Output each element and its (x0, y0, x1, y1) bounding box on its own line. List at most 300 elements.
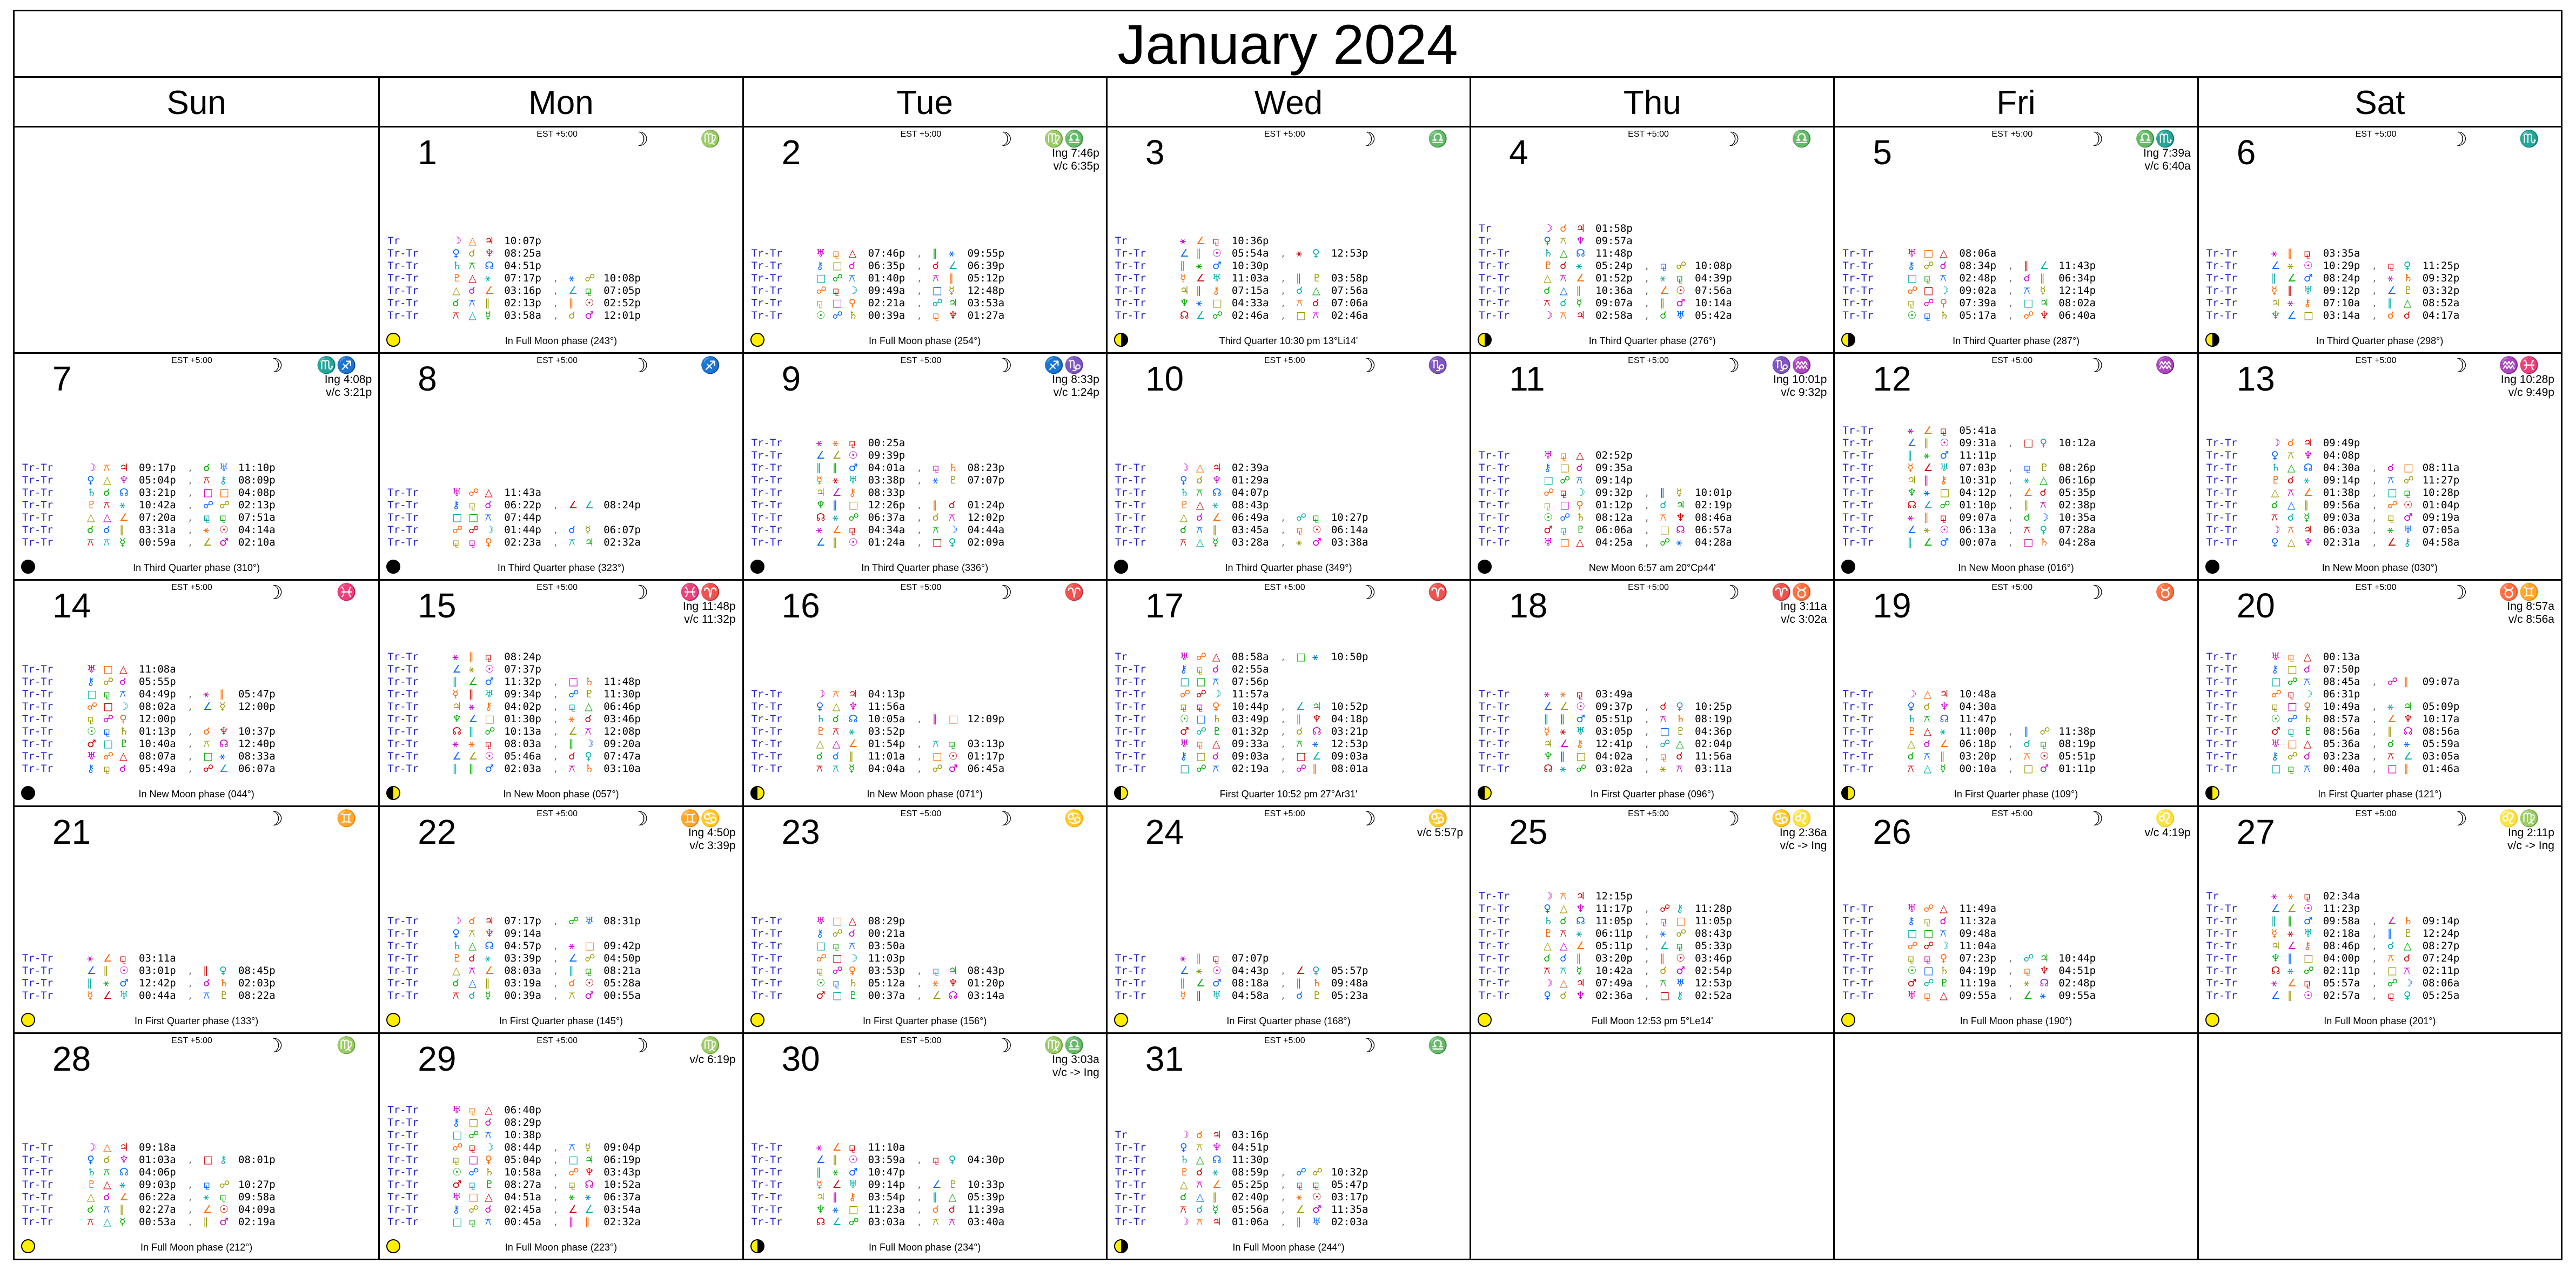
planet-glyph-icon: ⚹ (1312, 651, 1319, 663)
day-cell-21[interactable] (15, 805, 378, 1032)
planet-glyph-icon: □ (1544, 474, 1554, 486)
aspect-label: Tr-Tr (2206, 663, 2237, 676)
zodiac-sign-icon: ♋♌ (1771, 810, 1812, 828)
aspect-row (22, 977, 375, 990)
aspect-time: 05:55p (139, 676, 176, 688)
aspect-time: 03:59a (868, 1153, 905, 1166)
aspect-glyph-icon: ∥ (568, 964, 574, 977)
day-cell-27[interactable] (2197, 805, 2561, 1032)
aspect-glyph-icon: ⚹ (832, 436, 838, 449)
aspect-time: 11:23p (2323, 902, 2360, 915)
aspect-row (1115, 952, 1466, 965)
aspect-time: 03:52p (868, 725, 905, 738)
aspect-time: 07:15a (1231, 285, 1269, 297)
aspect-time: 11:04a (1959, 939, 1997, 952)
aspect-time: 07:47a (603, 750, 641, 763)
planet-glyph-icon: ∠ (585, 499, 594, 511)
aspect-glyph-icon: ∥ (2287, 952, 2293, 964)
aspect-glyph-icon: ∠ (2287, 272, 2297, 285)
planet-glyph-icon: ⚹ (2303, 474, 2310, 486)
planet-glyph-icon: ☿ (2040, 285, 2047, 297)
planet-glyph-icon: ☉ (2040, 750, 2049, 763)
aspect-time: 02:55a (1231, 663, 1269, 676)
aspect-time: 05:57p (1331, 964, 1369, 977)
aspect-label: Tr (1479, 235, 1492, 247)
aspect-row (1115, 297, 1466, 310)
aspect-time: 03:54a (603, 1203, 641, 1215)
planet-glyph-icon: ⚷ (1544, 461, 1552, 474)
planet-glyph-icon: ♂ (1312, 536, 1321, 548)
aspect-row (1479, 915, 1830, 928)
moon-icon: ☽ (2450, 808, 2467, 830)
day-cell-8[interactable] (378, 352, 742, 579)
moon-icon: ☽ (2086, 808, 2104, 830)
aspect-glyph-icon: ☌ (832, 750, 840, 763)
day-cell-7[interactable] (15, 352, 378, 579)
planet-glyph-icon: ∠ (1212, 511, 1222, 523)
planet-glyph-icon: ♅ (1212, 989, 1222, 1002)
moon-phase-text: In Full Moon phase (254°) (869, 335, 981, 347)
planet-glyph-icon: ☉ (1312, 1191, 1321, 1203)
aspect-time: 03:53p (868, 964, 905, 977)
planet-glyph-icon: ☿ (848, 763, 855, 775)
planet-glyph-icon: △ (119, 750, 128, 763)
separator: , (1645, 977, 1649, 989)
aspect-label: Tr-Tr (387, 297, 419, 310)
planet-glyph-icon: △ (2403, 297, 2412, 310)
aspect-time: 03:23a (2323, 750, 2360, 763)
aspect-glyph-icon: ⚹ (203, 688, 210, 701)
day-cell-16[interactable] (742, 579, 1106, 805)
moon-phase-text: In New Moon phase (044°) (138, 789, 254, 800)
planet-glyph-icon: ♆ (219, 725, 229, 738)
aspect-time: 01:32p (1231, 725, 1269, 738)
aspect-time: 08:19p (1695, 713, 1732, 725)
day-cell-9[interactable] (742, 352, 1106, 579)
planet-glyph-icon: ☿ (1676, 486, 1682, 499)
timezone-label: EST +5:00 (1264, 356, 1305, 366)
day-cell-28[interactable] (15, 1032, 378, 1259)
separator: , (917, 536, 921, 548)
aspect-time: 04:58a (1231, 989, 1269, 1002)
aspect-time: 09:03a (1231, 750, 1269, 763)
timezone-label: EST +5:00 (1991, 582, 2033, 592)
separator: , (2372, 725, 2376, 738)
aspect-glyph-icon: ☍ (2387, 977, 2398, 989)
aspect-glyph-icon: ⚻ (1196, 1178, 1203, 1191)
aspect-row (387, 235, 739, 247)
aspect-row (1479, 462, 1830, 474)
aspect-glyph-icon: ☍ (468, 1203, 479, 1215)
planet-glyph-icon: ♀ (585, 750, 593, 763)
aspect-glyph-icon: ☍ (103, 750, 114, 763)
day-cell-22[interactable] (378, 805, 742, 1032)
aspect-time: 10:12a (2058, 436, 2096, 449)
aspect-glyph-icon: ⚹ (932, 474, 938, 486)
day-cell-14[interactable] (15, 579, 378, 805)
planet-glyph-icon: ⚷ (219, 474, 227, 486)
aspect-glyph-icon: ∠ (568, 725, 578, 738)
aspect-time: 12:53p (1331, 247, 1369, 260)
planet-glyph-icon: ☉ (2303, 260, 2313, 272)
planet-glyph-icon: ☽ (119, 701, 129, 713)
aspect-time: 05:04p (504, 1153, 541, 1166)
planet-glyph-icon: ⚼ (219, 511, 227, 523)
planet-glyph-icon: ⚹ (119, 1178, 126, 1191)
planet-glyph-icon: ♆ (119, 1153, 129, 1166)
aspect-time: 07:24p (2422, 952, 2460, 964)
separator: , (189, 511, 192, 523)
aspect-row (1842, 903, 2193, 915)
aspect-row (387, 272, 739, 285)
aspect-glyph-icon: ∠ (1196, 235, 1205, 247)
aspect-glyph-icon: ⚻ (1560, 964, 1567, 977)
moon-icon: ☽ (2450, 354, 2467, 377)
planet-glyph-icon: ⚻ (2271, 511, 2278, 523)
day-cell-3[interactable] (1106, 126, 1470, 352)
planet-glyph-icon: ∥ (1212, 523, 1218, 536)
aspect-glyph-icon: ∥ (1660, 952, 1665, 964)
aspect-time: 08:01p (238, 1153, 276, 1166)
planet-glyph-icon: ♆ (948, 977, 958, 989)
aspect-time: 10:37p (238, 725, 276, 738)
ingress-info (1052, 147, 1099, 173)
planet-glyph-icon: ∠ (816, 449, 826, 461)
aspect-glyph-icon: △ (1923, 763, 1932, 775)
aspect-glyph-icon: ∥ (1296, 713, 1302, 725)
day-cell-26[interactable] (1833, 805, 2197, 1032)
separator: , (917, 523, 921, 536)
aspect-time: 03:49a (1595, 688, 1633, 701)
planet-glyph-icon: △ (2403, 939, 2412, 952)
aspect-time: 10:50p (1331, 651, 1369, 663)
planet-glyph-icon: ⚷ (2303, 297, 2311, 310)
aspect-glyph-icon: ☍ (1660, 738, 1671, 750)
planet-glyph-icon: ♄ (2271, 461, 2280, 474)
aspect-row (387, 1129, 739, 1141)
zodiac-sign-icon: ♑ (1427, 357, 1448, 375)
planet-glyph-icon: ⚻ (87, 1215, 94, 1228)
planet-glyph-icon: ♂ (2303, 272, 2313, 285)
aspect-label: Tr-Tr (1479, 523, 1510, 536)
timezone-label: EST +5:00 (900, 130, 942, 139)
aspect-list (387, 651, 739, 775)
separator: , (189, 461, 192, 474)
day-cell-11[interactable] (1470, 352, 1833, 579)
aspect-glyph-icon: ∥ (1660, 486, 1665, 499)
moon-phase-text: In New Moon phase (057°) (503, 789, 619, 800)
planet-glyph-icon: ⚹ (452, 651, 459, 663)
separator: , (1645, 536, 1649, 548)
planet-glyph-icon: △ (2040, 474, 2048, 486)
planet-glyph-icon: ♃ (948, 297, 958, 310)
aspect-glyph-icon: ☌ (2387, 738, 2394, 750)
day-cell-6[interactable] (2197, 126, 2561, 352)
aspect-row (752, 701, 1103, 713)
planet-glyph-icon: △ (1940, 247, 1948, 260)
day-number: 30 (781, 1039, 820, 1078)
aspect-row (387, 651, 739, 663)
aspect-label: Tr-Tr (1842, 902, 1874, 915)
aspect-time: 04:19p (1959, 964, 1997, 977)
separator: , (2372, 511, 2376, 523)
day-number: 26 (1873, 812, 1911, 852)
aspect-list (22, 1141, 375, 1228)
aspect-label: Tr-Tr (751, 285, 782, 297)
aspect-glyph-icon: ☍ (1560, 474, 1571, 486)
aspect-label: Tr-Tr (22, 499, 53, 511)
planet-glyph-icon: ☌ (485, 1116, 492, 1128)
aspect-glyph-icon: ⚼ (1923, 952, 1931, 964)
planet-glyph-icon: ⚹ (452, 738, 459, 750)
planet-glyph-icon: ⚻ (1544, 964, 1551, 977)
aspect-row (1842, 928, 2193, 940)
aspect-glyph-icon: ⚻ (2023, 523, 2031, 536)
aspect-glyph-icon: ☍ (932, 297, 943, 310)
aspect-label: Tr-Tr (751, 461, 782, 474)
moon-icon: ☽ (995, 354, 1012, 377)
planet-glyph-icon: ♆ (2403, 713, 2413, 725)
planet-glyph-icon: ∠ (2040, 260, 2049, 272)
aspect-row (752, 738, 1103, 750)
planet-glyph-icon: ☿ (485, 310, 491, 322)
aspect-label: Tr-Tr (751, 1215, 782, 1228)
aspect-row (387, 663, 739, 676)
planet-glyph-icon: ☿ (1179, 272, 1186, 285)
planet-glyph-icon: ♃ (585, 536, 594, 548)
aspect-time: 06:40a (2058, 310, 2096, 322)
day-cell-30[interactable] (742, 1032, 1106, 1259)
planet-glyph-icon: ∠ (219, 763, 229, 775)
aspect-glyph-icon: □ (103, 738, 113, 750)
planet-glyph-icon: ⚷ (1907, 915, 1915, 927)
zodiac-sign-icon: ♉ (2155, 583, 2176, 601)
aspect-time: 01:24a (868, 536, 905, 548)
planet-glyph-icon: ∥ (1179, 977, 1185, 989)
ingress-line: Ing 8:57a (2507, 600, 2554, 613)
separator: , (2372, 964, 2376, 977)
aspect-label: Tr-Tr (22, 461, 53, 474)
day-cell-24[interactable] (1106, 805, 1470, 1032)
aspect-time: 03:01p (139, 964, 176, 977)
moon-phase-text: In Third Quarter phase (310°) (133, 562, 260, 573)
separator: , (1281, 651, 1285, 663)
moon-phase-text: In Full Moon phase (234°) (869, 1241, 981, 1253)
day-cell-13[interactable] (2197, 352, 2561, 579)
aspect-time: 05:39p (967, 1191, 1005, 1203)
weekday-header-thu: Thu (1470, 76, 1833, 126)
planet-glyph-icon: ☉ (2271, 713, 2280, 725)
planet-glyph-icon: ♇ (1179, 1166, 1189, 1178)
aspect-label: Tr-Tr (751, 272, 782, 285)
planet-glyph-icon: ♀ (1212, 701, 1220, 713)
aspect-time: 12:08p (603, 725, 641, 738)
planet-glyph-icon: ☿ (816, 1178, 823, 1191)
planet-glyph-icon: ♇ (2271, 474, 2280, 486)
separator: , (189, 1203, 192, 1215)
planet-glyph-icon: ☍ (848, 511, 859, 523)
day-cell-10[interactable] (1106, 352, 1470, 579)
aspect-row (752, 536, 1103, 549)
aspect-label: Tr-Tr (751, 1166, 782, 1178)
day-cell-4[interactable] (1470, 126, 1833, 352)
aspect-glyph-icon: ⚹ (568, 1191, 575, 1203)
planet-glyph-icon: ☉ (452, 1166, 462, 1178)
aspect-row (1115, 487, 1466, 499)
aspect-time: 07:50p (2323, 663, 2360, 676)
aspect-time: 08:24p (504, 651, 541, 663)
aspect-label: Tr-Tr (751, 1203, 782, 1215)
aspect-time: 01:03a (139, 1153, 176, 1166)
aspect-time: 09:20a (603, 738, 641, 750)
aspect-label: Tr-Tr (2206, 701, 2237, 713)
aspect-glyph-icon: ⚹ (1660, 763, 1666, 775)
day-cell-19[interactable] (1833, 579, 2197, 805)
timezone-label: EST +5:00 (1264, 582, 1305, 592)
planet-glyph-icon: ☽ (1544, 977, 1553, 989)
planet-glyph-icon: ⚹ (1212, 499, 1219, 511)
day-cell-25[interactable] (1470, 805, 1833, 1032)
planet-glyph-icon: □ (452, 1128, 462, 1141)
planet-glyph-icon: ∠ (119, 511, 129, 523)
aspect-time: 06:18p (1959, 738, 1997, 750)
aspect-glyph-icon: ⚼ (832, 977, 840, 989)
planet-glyph-icon: ⚼ (1312, 1178, 1319, 1191)
aspect-time: 05:25p (1231, 1178, 1269, 1191)
aspect-glyph-icon: □ (1296, 310, 1306, 322)
aspect-glyph-icon: ⚼ (568, 701, 576, 713)
aspect-row (1115, 701, 1466, 713)
separator: , (1281, 310, 1285, 322)
planet-glyph-icon: ⚷ (452, 499, 460, 511)
aspect-time: 11:30p (1231, 1153, 1269, 1166)
aspect-glyph-icon: ⚹ (932, 977, 938, 989)
day-cell-17[interactable] (1106, 579, 1470, 805)
timezone-label: EST +5:00 (1991, 356, 2033, 366)
planet-glyph-icon: □ (1907, 272, 1917, 285)
aspect-time: 03:21p (1331, 725, 1369, 738)
aspect-time: 04:06p (139, 1166, 176, 1178)
day-number: 1 (418, 133, 437, 172)
day-cell-23[interactable] (742, 805, 1106, 1032)
planet-glyph-icon: ☉ (585, 977, 594, 989)
aspect-time: 04:18p (1331, 713, 1369, 725)
aspect-glyph-icon: ☌ (103, 1191, 110, 1203)
planet-glyph-icon: ⚼ (816, 297, 823, 310)
aspect-glyph-icon: ∠ (832, 1178, 842, 1191)
planet-glyph-icon: ♃ (1312, 701, 1321, 713)
aspect-time: 06:03a (2323, 523, 2360, 536)
planet-glyph-icon: ∥ (1907, 536, 1913, 548)
aspect-label: Tr-Tr (751, 1191, 782, 1203)
planet-glyph-icon: ♇ (1312, 272, 1321, 285)
day-cell-2[interactable] (742, 126, 1106, 352)
aspect-time: 06:46p (603, 701, 641, 713)
aspect-label: Tr-Tr (387, 1191, 419, 1203)
aspect-time: 11:38p (2058, 725, 2096, 738)
aspect-row (387, 247, 739, 260)
aspect-label: Tr-Tr (1842, 486, 1874, 499)
planet-glyph-icon: ♃ (1544, 738, 1553, 750)
aspect-time: 07:56a (1331, 285, 1369, 297)
planet-glyph-icon: ☊ (1544, 763, 1553, 775)
planet-glyph-icon: ☊ (1576, 247, 1586, 260)
aspect-label: Tr-Tr (2206, 297, 2237, 310)
aspect-glyph-icon: ☍ (1923, 260, 1934, 272)
planet-glyph-icon: ☊ (1212, 486, 1222, 499)
aspect-time: 00:25a (868, 436, 905, 449)
day-cell-31[interactable] (1106, 1032, 1470, 1259)
aspect-label: Tr-Tr (1115, 738, 1146, 750)
aspect-label: Tr-Tr (387, 1203, 419, 1215)
aspect-glyph-icon: ⚹ (2023, 474, 2030, 486)
planet-glyph-icon: △ (1179, 1178, 1188, 1191)
day-cell-5[interactable] (1833, 126, 2197, 352)
aspect-row (752, 524, 1103, 536)
day-cell-18[interactable] (1470, 579, 1833, 805)
planet-glyph-icon: ♂ (1676, 297, 1686, 310)
planet-glyph-icon: ☌ (485, 1203, 492, 1215)
aspect-time: 01:29a (1231, 474, 1269, 486)
aspect-row (2206, 536, 2558, 549)
separator: , (917, 738, 921, 750)
separator: , (2009, 763, 2013, 775)
aspect-time: 08:44p (504, 1141, 541, 1153)
aspect-row (387, 1204, 739, 1216)
timezone-label: EST +5:00 (1264, 1036, 1305, 1045)
aspect-label: Tr-Tr (1842, 701, 1874, 713)
aspect-glyph-icon: ⚻ (832, 725, 840, 738)
separator: , (189, 499, 192, 511)
day-cell-1[interactable] (378, 126, 742, 352)
separator: , (1281, 713, 1285, 725)
aspect-time: 07:44p (504, 511, 541, 523)
day-number: 5 (1873, 133, 1893, 172)
aspect-time: 08:59p (1231, 1166, 1269, 1178)
aspect-row (387, 1104, 739, 1117)
aspect-time: 02:19a (238, 1215, 276, 1228)
aspect-glyph-icon: ⚹ (1923, 523, 1930, 536)
aspect-label: Tr-Tr (2206, 651, 2237, 663)
planet-glyph-icon: ∠ (485, 285, 494, 297)
separator: , (554, 763, 558, 775)
day-cell-20[interactable] (2197, 579, 2561, 805)
separator: , (2372, 285, 2376, 297)
aspect-row (387, 297, 739, 310)
day-cell-12[interactable] (1833, 352, 2197, 579)
planet-glyph-icon: ♇ (1907, 725, 1917, 738)
aspect-label: Tr-Tr (1842, 688, 1874, 701)
planet-glyph-icon: ∠ (1312, 750, 1321, 763)
aspect-row (2206, 499, 2558, 512)
planet-glyph-icon: □ (1179, 763, 1190, 775)
aspect-time: 08:58a (1231, 651, 1269, 663)
aspect-label: Tr-Tr (1115, 977, 1146, 989)
aspect-time: 05:09p (2422, 701, 2460, 713)
planet-glyph-icon: ♄ (1544, 247, 1553, 260)
aspect-row (2206, 701, 2558, 713)
aspect-glyph-icon: ∥ (832, 499, 838, 511)
aspect-time: 08:31p (603, 915, 641, 927)
aspect-glyph-icon: ⚻ (103, 1203, 110, 1215)
day-cell-15[interactable] (378, 579, 742, 805)
day-cell-29[interactable] (378, 1032, 742, 1259)
planet-glyph-icon: ♆ (2271, 952, 2280, 964)
aspect-glyph-icon: ∠ (1923, 461, 1933, 474)
aspect-label: Tr-Tr (1842, 247, 1874, 260)
aspect-row (387, 990, 739, 1002)
aspect-glyph-icon: □ (103, 663, 113, 676)
